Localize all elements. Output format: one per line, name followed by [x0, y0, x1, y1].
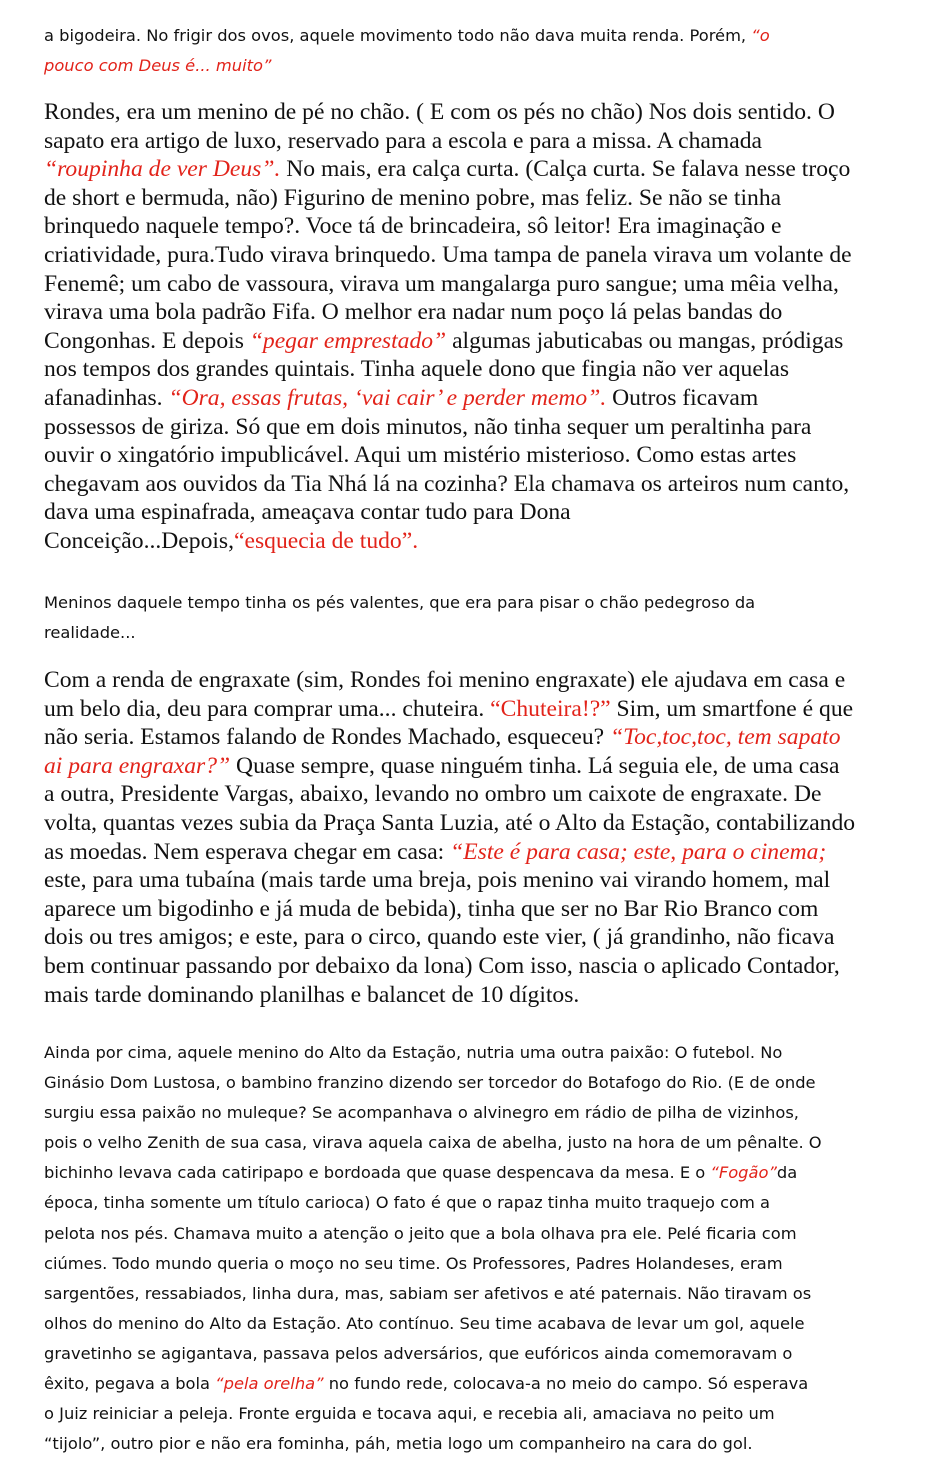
text-run: gravetinho se agigantava, passava pelos adversários, que eufóricos ainda comemoravam o [44, 1343, 793, 1363]
text-line [44, 384, 910, 413]
text-run: olhos do menino do Alto da Estação. Ato contínuo. Seu time acabava de levar um gol, aquele [44, 1313, 805, 1333]
text-run: bichinho levava cada catiripapo e bordoada que quase despencava da mesa. E o [44, 1163, 711, 1183]
emphasis-quote: “Este é para casa; este, para o cinema; [450, 838, 827, 865]
text-line [44, 184, 910, 213]
text-line [44, 780, 910, 809]
text-run: pois o velho Zenith de sua casa, virava aquela caixa de abelha, justo na hora de um pênalte. O [44, 1133, 822, 1153]
text-line [44, 155, 910, 184]
text-run: Fenemê; um cabo de vassoura, virava um mangalarga puro sangue; uma mêia velha, [44, 270, 839, 297]
text-line [44, 327, 910, 356]
text-line [44, 723, 910, 752]
text-line [44, 923, 910, 952]
text-line [44, 1219, 910, 1249]
text-run: criatividade, pura.Tudo virava brinquedo. Uma tampa de panela virava um volante de [44, 241, 852, 268]
text-line [44, 441, 910, 470]
emphasis-quote: “Toc,toc,toc, tem sapato [610, 724, 841, 751]
text-run: volta, quantas vezes subia da Praça Santa Luzia, até o Alto da Estação, contabilizando [44, 809, 856, 836]
text-run: dava uma espinafrada, ameaçava contar tudo para Dona [44, 499, 571, 526]
text-run: da [776, 1163, 798, 1183]
text-run: não seria. Estamos falando de Rondes Machado, esqueceu? [44, 724, 611, 751]
text-run: ouvir o xingatório impublicável. Aqui um mistério misterioso. Como estas artes [44, 442, 797, 469]
text-line [44, 666, 910, 695]
text-line [44, 952, 910, 981]
text-line [44, 355, 910, 384]
emphasis-quote: “pela orelha” [215, 1374, 324, 1394]
text-run: Outros ficavam [606, 384, 759, 411]
text-run: pelota nos pés. Chamava muito a atenção o jeito que a bola olhava pra ele. Pelé ficaria com [44, 1223, 797, 1243]
text-line [44, 470, 910, 499]
text-run: um belo dia, deu para comprar uma... chuteira. [44, 695, 491, 722]
text-line [44, 1038, 910, 1068]
text-run: “tijolo”, outro pior e não era fominha, páh, metia logo um companheiro na cara do gol. [44, 1434, 753, 1454]
text-line [44, 51, 910, 81]
text-run: realidade... [44, 623, 136, 643]
text-line [44, 413, 910, 442]
text-run: Conceição...Depois, [44, 527, 235, 554]
text-line [44, 1429, 910, 1459]
text-run: Rondes, era um menino de pé no chão. ( E com os pés no chão) Nos dois sentido. O [44, 99, 835, 125]
paragraph-rondes-menino [44, 98, 910, 556]
text-run: a outra, Presidente Vargas, abaixo, levando no ombro um caixote de engraxate. De [44, 781, 822, 808]
paragraph-engraxate [44, 666, 910, 1009]
text-line [44, 1158, 910, 1188]
text-line [44, 1309, 910, 1339]
text-run: algumas jabuticabas ou mangas, pródigas [446, 327, 844, 354]
text-run: chegavam aos ouvidos da Tia Nhá lá na cozinha? Ela chamava os arteiros num canto, [44, 470, 850, 497]
text-line [44, 270, 910, 299]
emphasis-quote: “esquecia de tudo”. [234, 527, 419, 554]
text-run: as moedas. Nem esperava chegar em casa: [44, 838, 451, 865]
text-line [44, 21, 910, 51]
text-run: virava uma bola padrão Fifa. O melhor era nadar num poço lá pelas bandas do [44, 299, 783, 326]
text-run: sapato era artigo de luxo, reservado para a escola e para a missa. A chamada [44, 127, 762, 154]
text-run: Congonhas. E depois [44, 327, 250, 354]
text-run: Quase sempre, quase ninguém tinha. Lá seguia ele, de uma casa [230, 752, 840, 779]
text-line [44, 1188, 910, 1218]
text-run: este, para uma tubaína (mais tarde uma breja, pois menino vai virando homem, mal [44, 867, 831, 894]
paragraph-futebol [44, 1038, 910, 1459]
emphasis-quote: “pegar emprestado” [249, 327, 447, 354]
emphasis-quote: “o [751, 26, 770, 45]
text-line [44, 1098, 910, 1128]
text-run: êxito, pegava a bola [44, 1374, 216, 1394]
text-run: No mais, era calça curta. (Calça curta. Se falava nesse troço [280, 156, 851, 183]
text-run: no fundo rede, colocava-a no meio do campo. Só esperava [323, 1374, 809, 1394]
text-line [44, 809, 910, 838]
text-run: época, tinha somente um título carioca) O fato é que o rapaz tinha muito traquejo com a [44, 1193, 771, 1213]
emphasis-quote: ai para engraxar?” [44, 752, 231, 779]
text-line [44, 618, 910, 648]
text-line [44, 866, 910, 895]
text-run: Meninos daquele tempo tinha os pés valentes, que era para pisar o chão pedegroso da [44, 593, 756, 612]
emphasis-quote: “Chuteira!?” [490, 695, 611, 722]
text-line [44, 498, 910, 527]
emphasis-quote: “roupinha de ver Deus”. [44, 156, 281, 183]
text-run: aparece um bigodinho e já muda de bebida), tinha que ser no Bar Rio Branco com [44, 895, 819, 922]
text-run: bem continuar passando por debaixo da lona) Com isso, nascia o aplicado Contador, [44, 952, 840, 979]
text-run: mais tarde dominando planilhas e balancet de 10 dígitos. [44, 981, 580, 1008]
paragraph-bigodeira [44, 21, 910, 81]
text-run: a bigodeira. No frigir dos ovos, aquele movimento todo não dava muita renda. Porém, [44, 26, 752, 45]
text-line [44, 1369, 910, 1399]
text-line [44, 527, 910, 556]
text-line [44, 588, 910, 618]
text-run: de short e bermuda, não) Figurino de menino pobre, mas feliz. Se não se tinha [44, 184, 782, 211]
text-line [44, 1339, 910, 1369]
text-run: nos tempos dos grandes quintais. Tinha aquele dono que fingia não ver aquelas [44, 356, 790, 383]
text-line [44, 298, 910, 327]
text-run: afanadinhas. [44, 384, 169, 411]
text-run: Com a renda de engraxate (sim, Rondes foi menino engraxate) ele ajudava em casa e [44, 667, 846, 693]
text-run: dois ou tres amigos; e este, para o circo, quando este vier, ( já grandinho, não ficava [44, 924, 835, 951]
text-run: sargentões, ressabiados, linha dura, mas, sabiam ser afetivos e até paternais. Não tiravam os [44, 1283, 812, 1303]
text-run: brinquedo naquele tempo?. Voce tá de brincadeira, sô leitor! Era imaginação e [44, 213, 782, 240]
text-run: o Juiz reiniciar a peleja. Fronte erguida e tocava aqui, e recebia ali, amaciava no peito um [44, 1404, 775, 1424]
text-run: Ainda por cima, aquele menino do Alto da Estação, nutria uma outra paixão: O futebol. No [44, 1043, 783, 1062]
text-line [44, 981, 910, 1010]
text-line [44, 127, 910, 156]
text-line [44, 1128, 910, 1158]
text-line [44, 695, 910, 724]
text-run: Ginásio Dom Lustosa, o bambino franzino dizendo ser torcedor do Botafogo do Rio. (E de onde [44, 1073, 816, 1093]
text-run: ciúmes. Todo mundo queria o moço no seu time. Os Professores, Padres Holandeses, eram [44, 1253, 783, 1273]
emphasis-quote: “Fogão” [710, 1163, 777, 1183]
text-line [44, 98, 910, 127]
text-run: surgiu essa paixão no muleque? Se acompanhava o alvinegro em rádio de pilha de vizinhos, [44, 1103, 799, 1123]
emphasis-quote: “Ora, essas frutas, ‘vai cair’ e perder memo”. [168, 384, 607, 411]
text-run: possessos de giriza. Só que em dois minutos, não tinha sequer um peraltinha para [44, 413, 812, 440]
text-line [44, 241, 910, 270]
emphasis-quote: pouco com Deus é... muito” [44, 56, 272, 76]
text-line [44, 1249, 910, 1279]
text-line [44, 752, 910, 781]
text-line [44, 838, 910, 867]
text-line [44, 1399, 910, 1429]
paragraph-meninos-daquele-tempo [44, 588, 910, 648]
text-line [44, 895, 910, 924]
text-run: Sim, um smartfone é que [610, 695, 854, 722]
text-line [44, 1068, 910, 1098]
text-line [44, 1279, 910, 1309]
text-line [44, 212, 910, 241]
